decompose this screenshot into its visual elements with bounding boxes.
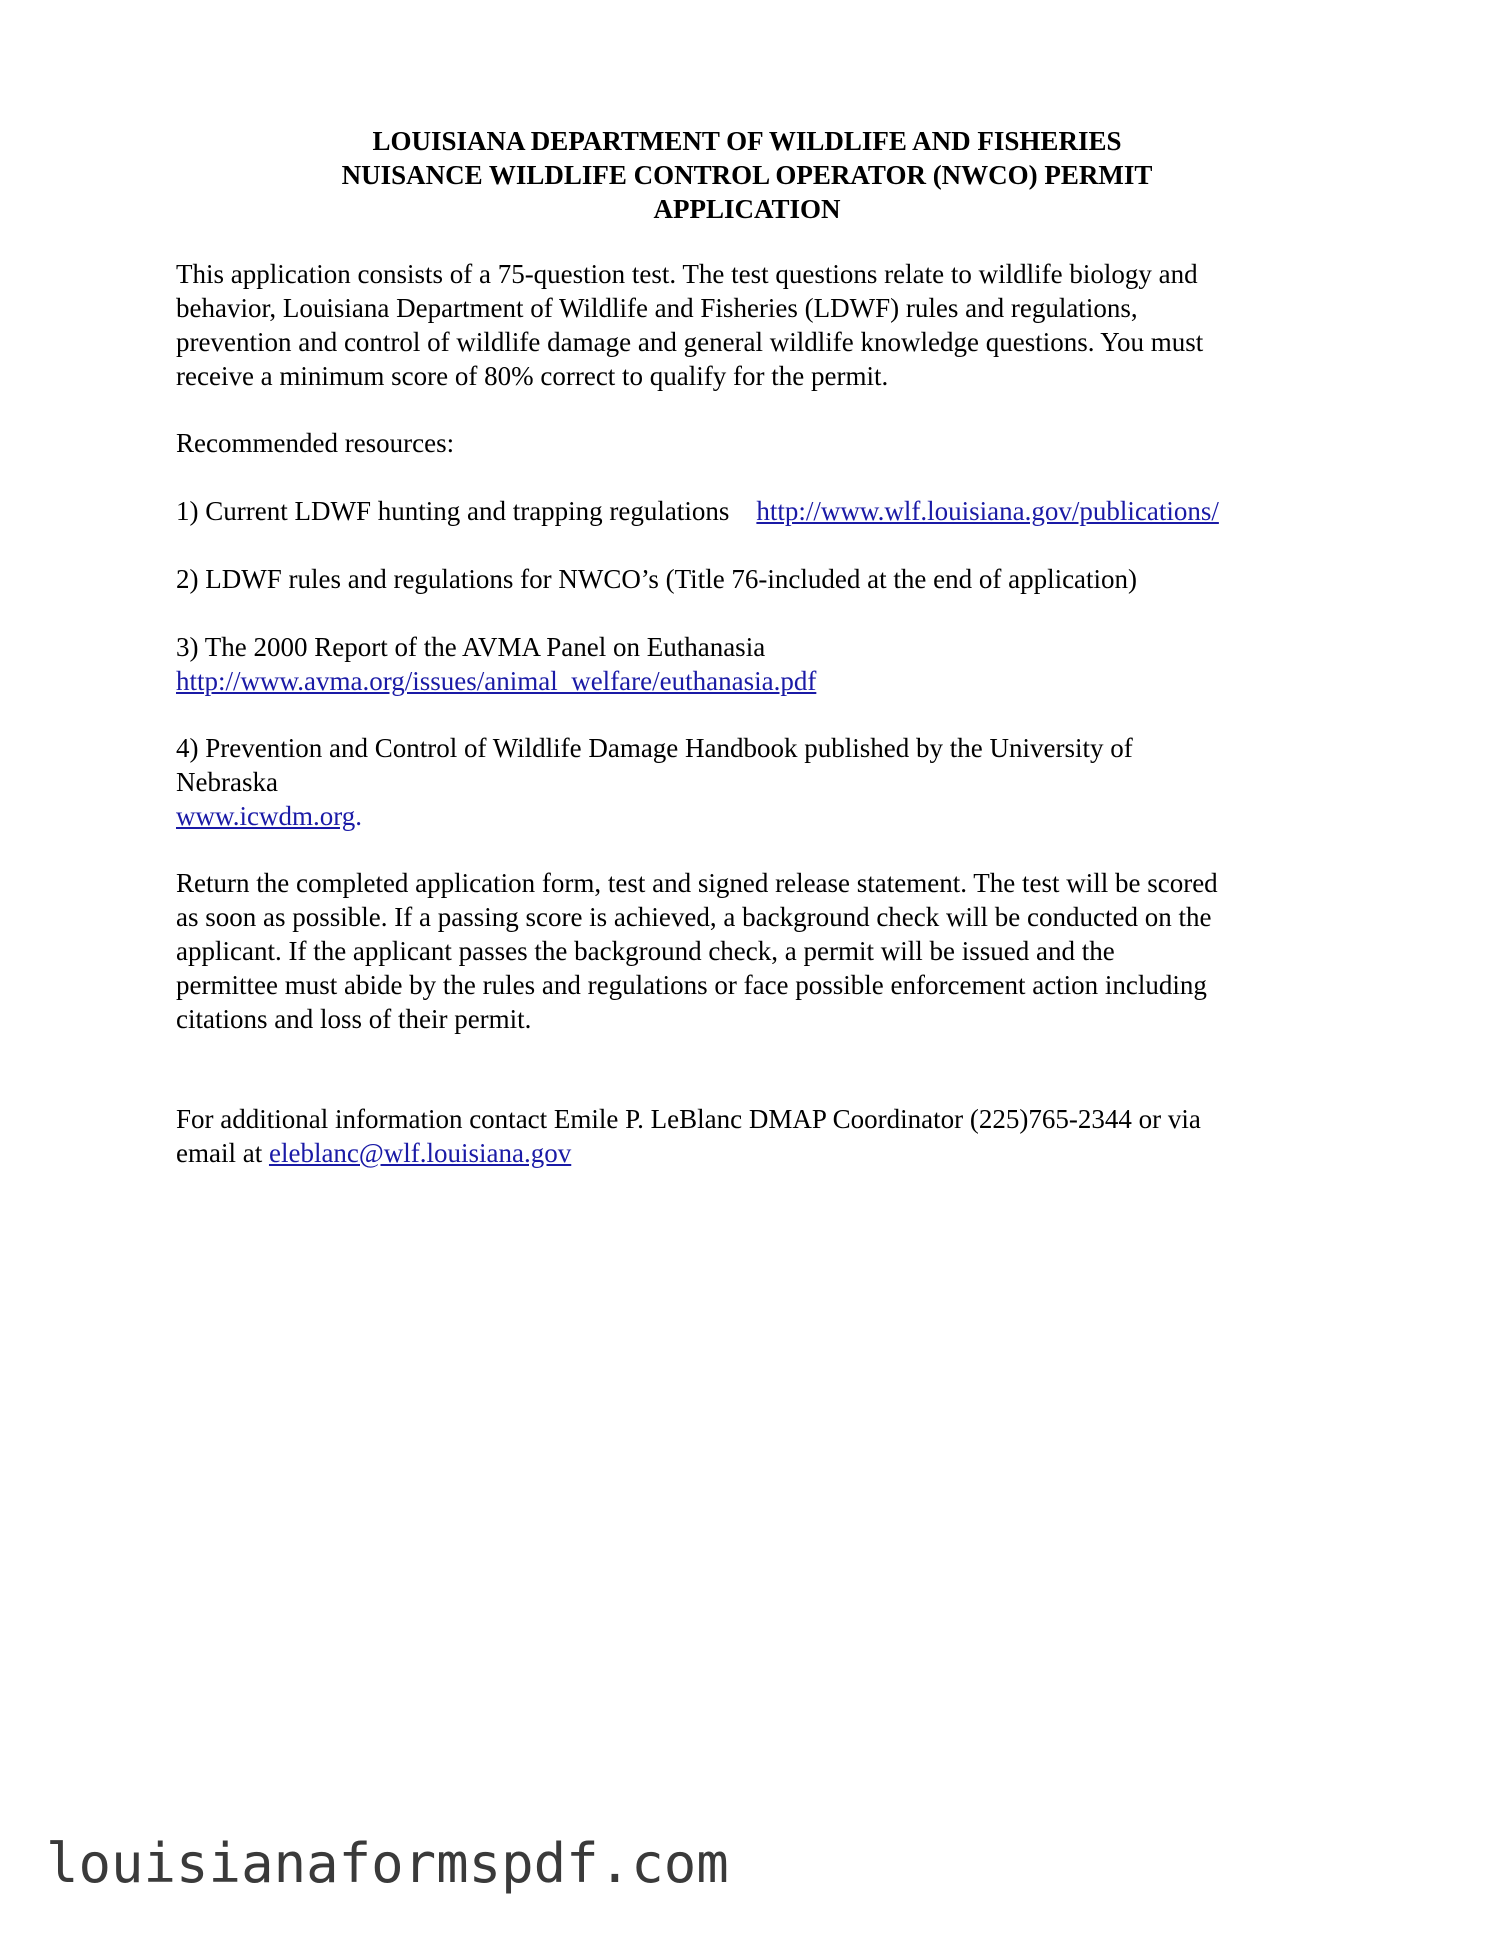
intro-line: behavior, Louisiana Department of Wildlife and Fisheries (LDWF) rules and regulations, <box>176 293 1138 323</box>
resource-1-text: 1) Current LDWF hunting and trapping regulations <box>176 496 730 526</box>
resource-item-1 <box>176 494 1336 528</box>
return-line: citations and loss of their permit. <box>176 1004 532 1034</box>
resource-3-text: 3) The 2000 Report of the AVMA Panel on Euthanasia <box>176 632 766 662</box>
resource-4-text-line1: 4) Prevention and Control of Wildlife Damage Handbook published by the University of <box>176 733 1133 763</box>
intro-paragraph <box>176 257 1336 393</box>
resource-item-2 <box>176 562 1336 596</box>
resource-item-3 <box>176 630 1336 698</box>
contact-paragraph <box>176 1102 1336 1170</box>
avma-euthanasia-link[interactable]: http://www.avma.org/issues/animal_welfare/euthanasia.pdf <box>176 666 817 696</box>
title-line-permit: NUISANCE WILDLIFE CONTROL OPERATOR (NWCO) PERMIT <box>341 160 1153 190</box>
return-line: Return the completed application form, test and signed release statement. The test will be scored <box>176 868 1218 898</box>
icwdm-link[interactable]: www.icwdm.org <box>176 801 356 831</box>
publications-link[interactable]: http://www.wlf.louisiana.gov/publications/ <box>756 496 1219 526</box>
return-instructions-paragraph <box>176 866 1336 1036</box>
contact-email-prefix: email at <box>176 1138 269 1168</box>
icwdm-trailing-period: . <box>355 801 362 831</box>
return-line: applicant. If the applicant passes the background check, a permit will be issued and the <box>176 936 1115 966</box>
resource-item-4 <box>176 731 1336 833</box>
resource-2-text: 2) LDWF rules and regulations for NWCO’s (Title 76-included at the end of application) <box>176 564 1138 594</box>
title-line-application: APPLICATION <box>653 194 841 224</box>
resources-heading <box>176 426 1336 460</box>
resources-heading-text: Recommended resources: <box>176 428 455 458</box>
contact-line1: For additional information contact Emile P. LeBlanc DMAP Coordinator (225)765-2344 or via <box>176 1104 1201 1134</box>
title-line-agency: LOUISIANA DEPARTMENT OF WILDLIFE AND FISHERIES <box>372 126 1122 156</box>
return-line: as soon as possible. If a passing score is achieved, a background check will be conducted on the <box>176 902 1212 932</box>
intro-line: prevention and control of wildlife damage and general wildlife knowledge questions. You must <box>176 327 1204 357</box>
intro-line: This application consists of a 75-question test. The test questions relate to wildlife biology and <box>176 259 1198 289</box>
document-title <box>176 124 1318 226</box>
site-watermark: louisianaformspdf.com <box>46 1832 729 1895</box>
resource-4-text-line2: Nebraska <box>176 767 278 797</box>
intro-line: receive a minimum score of 80% correct to qualify for the permit. <box>176 361 889 391</box>
contact-email-link[interactable]: eleblanc@wlf.louisiana.gov <box>268 1138 572 1168</box>
return-line: permittee must abide by the rules and regulations or face possible enforcement action including <box>176 970 1207 1000</box>
